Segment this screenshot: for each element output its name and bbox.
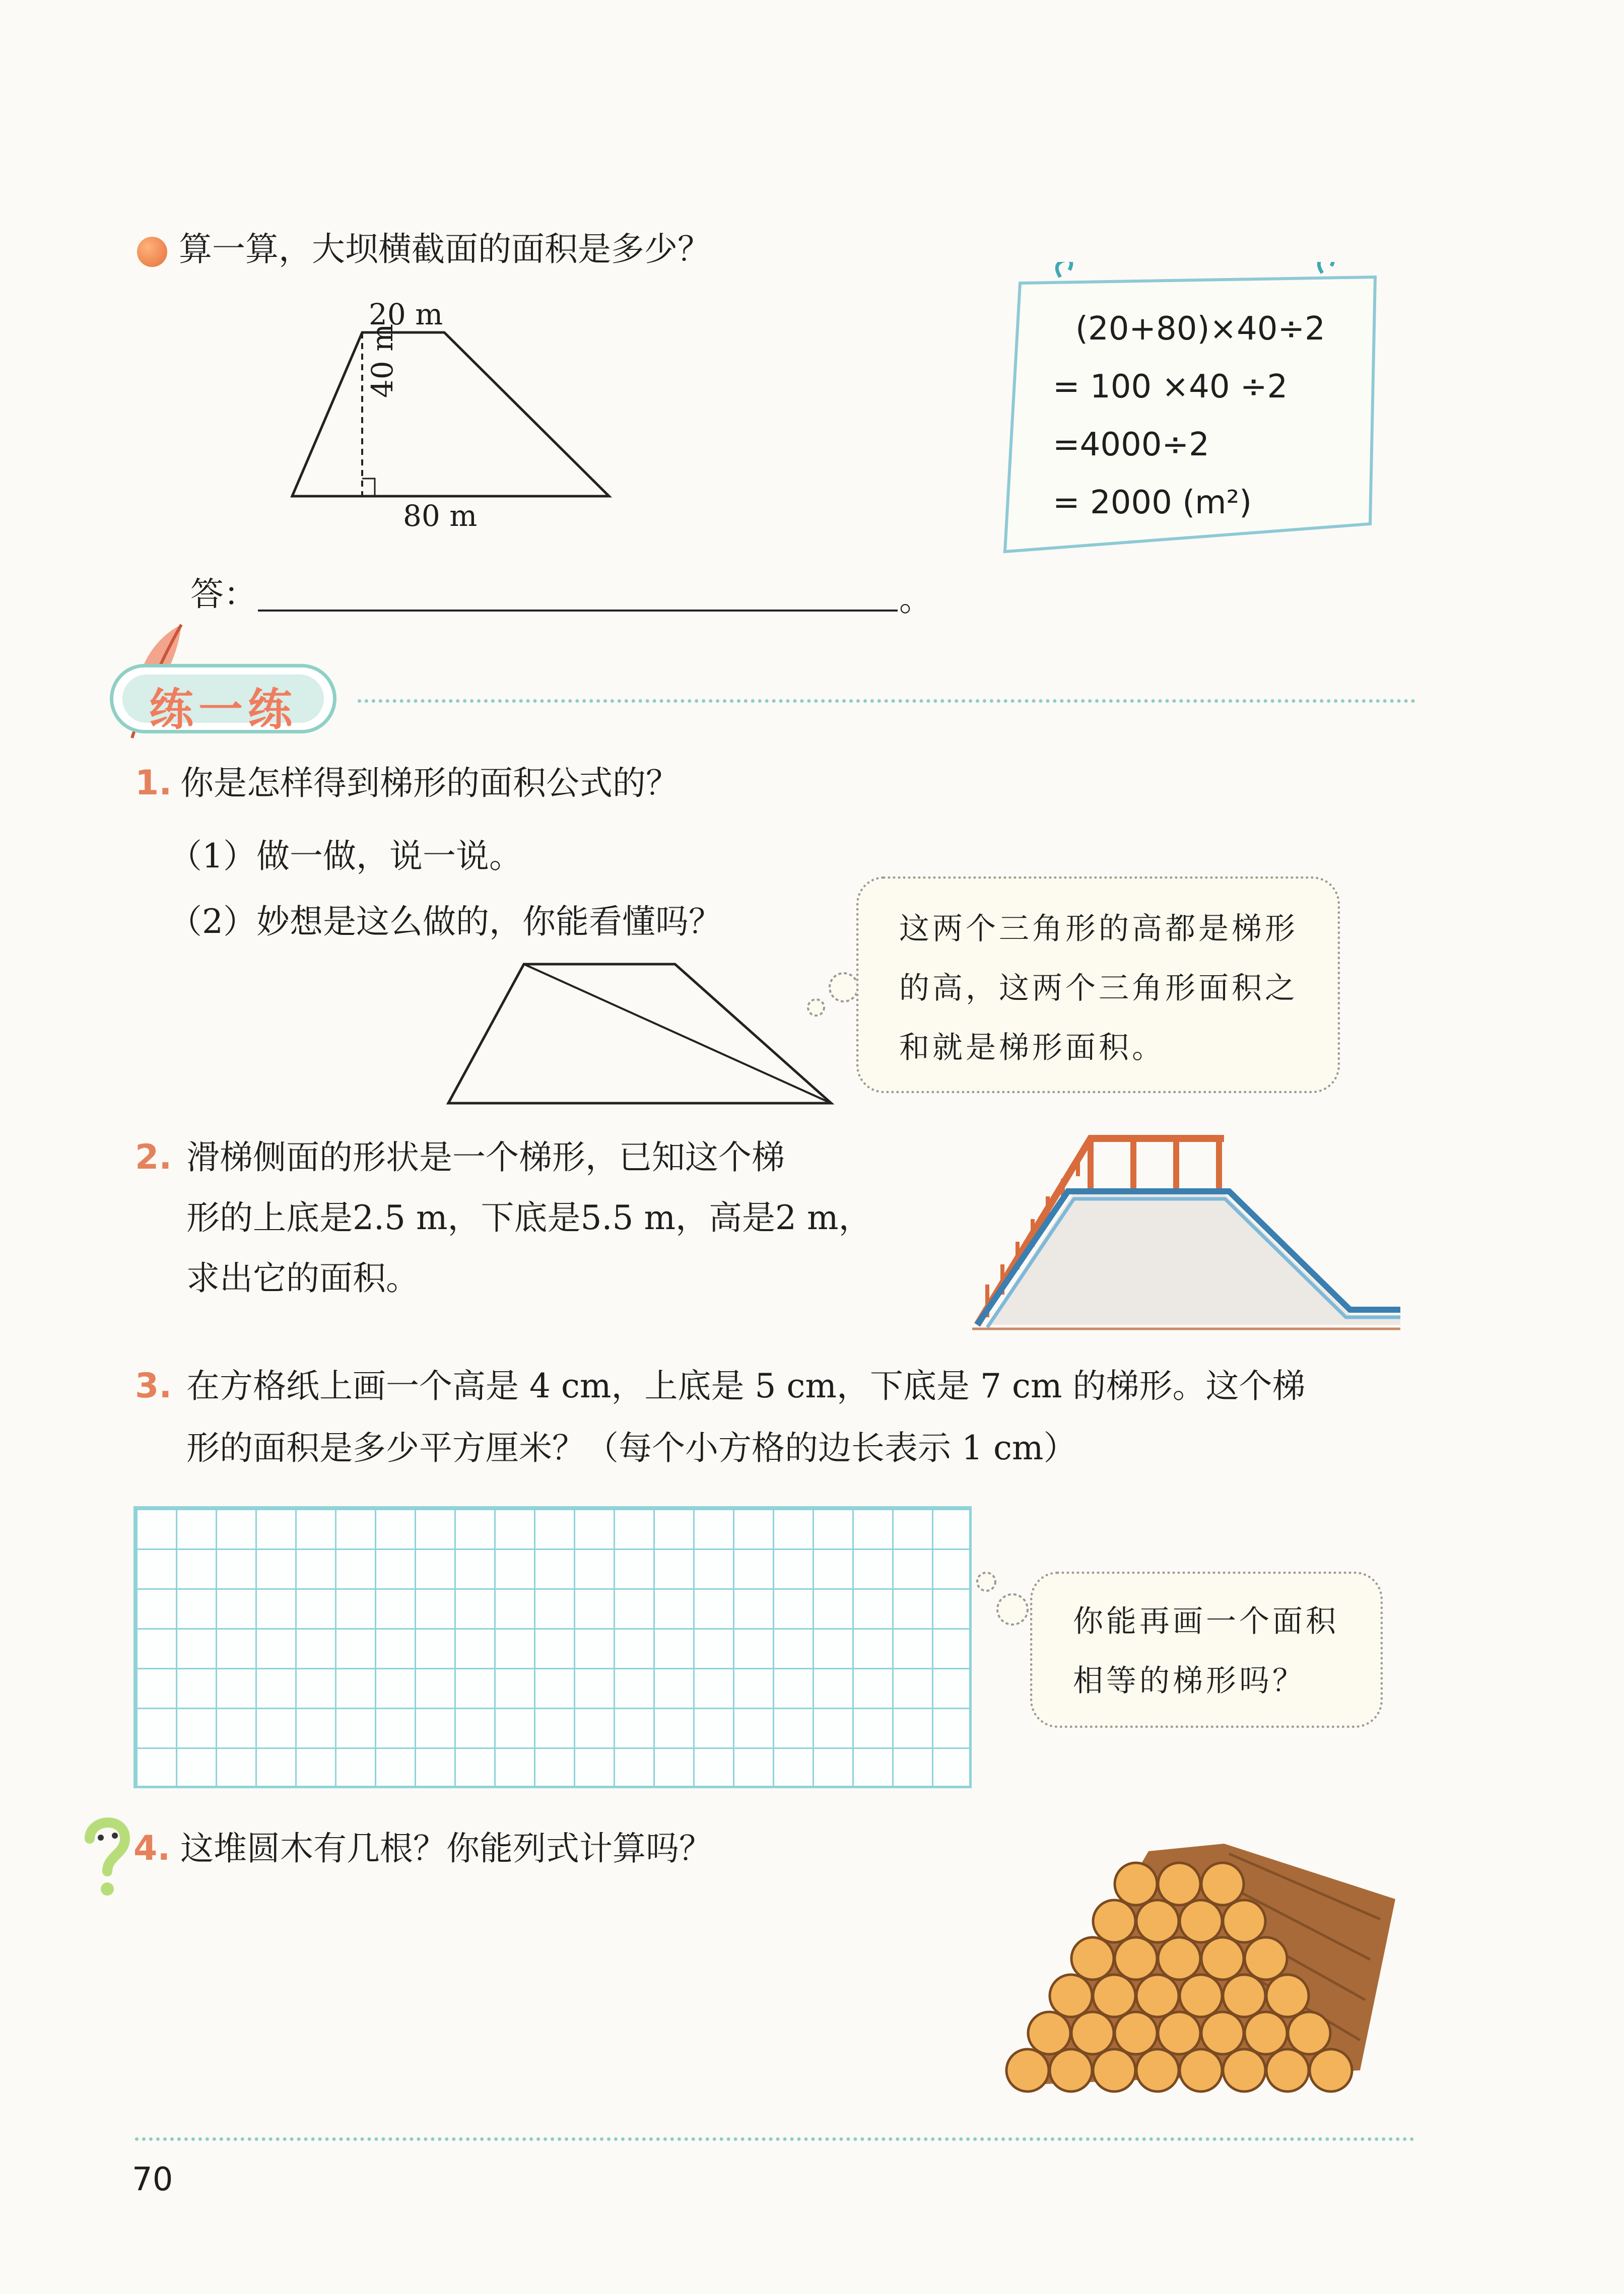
slide-illustration [967,1123,1410,1335]
q4-number: 4. [133,1829,171,1868]
log-end [1136,1900,1179,1942]
answer-blank-line[interactable] [258,610,898,612]
section-title: 练一练 [149,684,297,735]
log-end [1180,1975,1222,2017]
log-end [1093,1975,1135,2017]
q3-line-1: 在方格纸上画一个高是 4 cm，上底是 5 cm，下底是 7 cm 的梯形。这个梯 [186,1367,1306,1405]
q3-line-2: 形的面积是多少平方厘米？（每个小方格的边长表示 1 cm） [186,1429,1077,1467]
q2-line-2: 形的上底是2.5 m，下底是5.5 m，高是2 m， [186,1198,872,1237]
log-end [1266,2049,1309,2091]
intro-question: 算一算，大坝横截面的面积是多少？ [179,230,711,268]
q1-thought-bubble [856,876,1340,1093]
log-end [1201,1863,1244,1905]
q1-bubble-line-1: 这两个三角形的高都是梯形 [899,911,1298,947]
log-end [1266,1975,1309,2017]
log-end [1050,1975,1092,2017]
q2-line-1: 滑梯侧面的形状是一个梯形，已知这个梯 [186,1138,785,1177]
q1-bubble-line-3: 和就是梯形面积。 [899,1030,1165,1065]
log-end [1310,2049,1352,2091]
log-end [1223,2049,1265,2091]
card-line-3: =4000÷2 [1053,426,1209,463]
footer-divider [135,2137,1414,2141]
q1-bubble-line-2: 的高，这两个三角形面积之 [899,971,1298,1006]
q1-text: 你是怎样得到梯形的面积公式的？ [180,764,679,802]
log-end [1093,1900,1135,1942]
log-end [1136,1975,1179,2017]
q3-thought-bubble [1030,1572,1383,1728]
log-end [1180,1900,1222,1942]
log-end [1223,1900,1265,1942]
page-number: 70 [132,2161,173,2198]
q2-line-3: 求出它的面积。 [186,1259,419,1298]
log-end [1288,2012,1330,2054]
card-line-1: (20+80)×40÷2 [1075,310,1325,348]
log-end [1115,1937,1157,1980]
orange-bullet-icon [137,237,167,267]
q1-sub1: （1）做一做，说一说。 [169,837,522,875]
dam-bottom-label: 80 m [403,499,478,533]
log-end [1245,2012,1287,2054]
log-pile-illustration [997,1834,1410,2101]
grid-paper[interactable] [133,1506,972,1788]
answer-suffix: 。 [899,580,932,619]
q1-sub2: （2）妙想是这么做的，你能看懂吗？ [169,902,722,941]
log-end [1115,2012,1157,2054]
dam-trapezoid-diagram [282,322,625,504]
q3-number: 3. [135,1366,172,1406]
log-end [1136,2049,1179,2091]
log-end [1158,1937,1200,1980]
q3-bubble-line-1: 你能再画一个面积 [1073,1604,1339,1639]
log-end [1006,2049,1049,2091]
dam-top-label: 20 m [369,297,443,331]
log-end [1201,1937,1244,1980]
log-end [1158,1863,1200,1905]
answer-prefix: 答： [190,575,257,614]
q4-text: 这堆圆木有几根？你能列式计算吗？ [180,1829,712,1868]
card-line-4: = 2000 (m²) [1053,484,1252,521]
log-end [1071,1937,1114,1980]
split-trapezoid-diagram [438,957,841,1108]
log-end [1050,2049,1092,2091]
log-end [1093,2049,1135,2091]
q1-number: 1. [135,763,172,803]
log-end [1115,1863,1157,1905]
question-mark-mascot-icon [75,1813,140,1899]
section-divider [358,699,1415,703]
log-end [1201,2012,1244,2054]
dam-height-label: 40 m [365,323,399,398]
q2-number: 2. [135,1137,172,1177]
log-end [1180,2049,1222,2091]
log-end [1223,1975,1265,2017]
log-end [1028,2012,1070,2054]
log-end [1071,2012,1114,2054]
section-title-badge [110,664,336,733]
log-end [1245,1937,1287,1980]
q3-bubble-line-2: 相等的梯形吗？ [1073,1663,1306,1699]
log-end [1158,2012,1200,2054]
card-line-2: = 100 ×40 ÷2 [1053,368,1288,406]
